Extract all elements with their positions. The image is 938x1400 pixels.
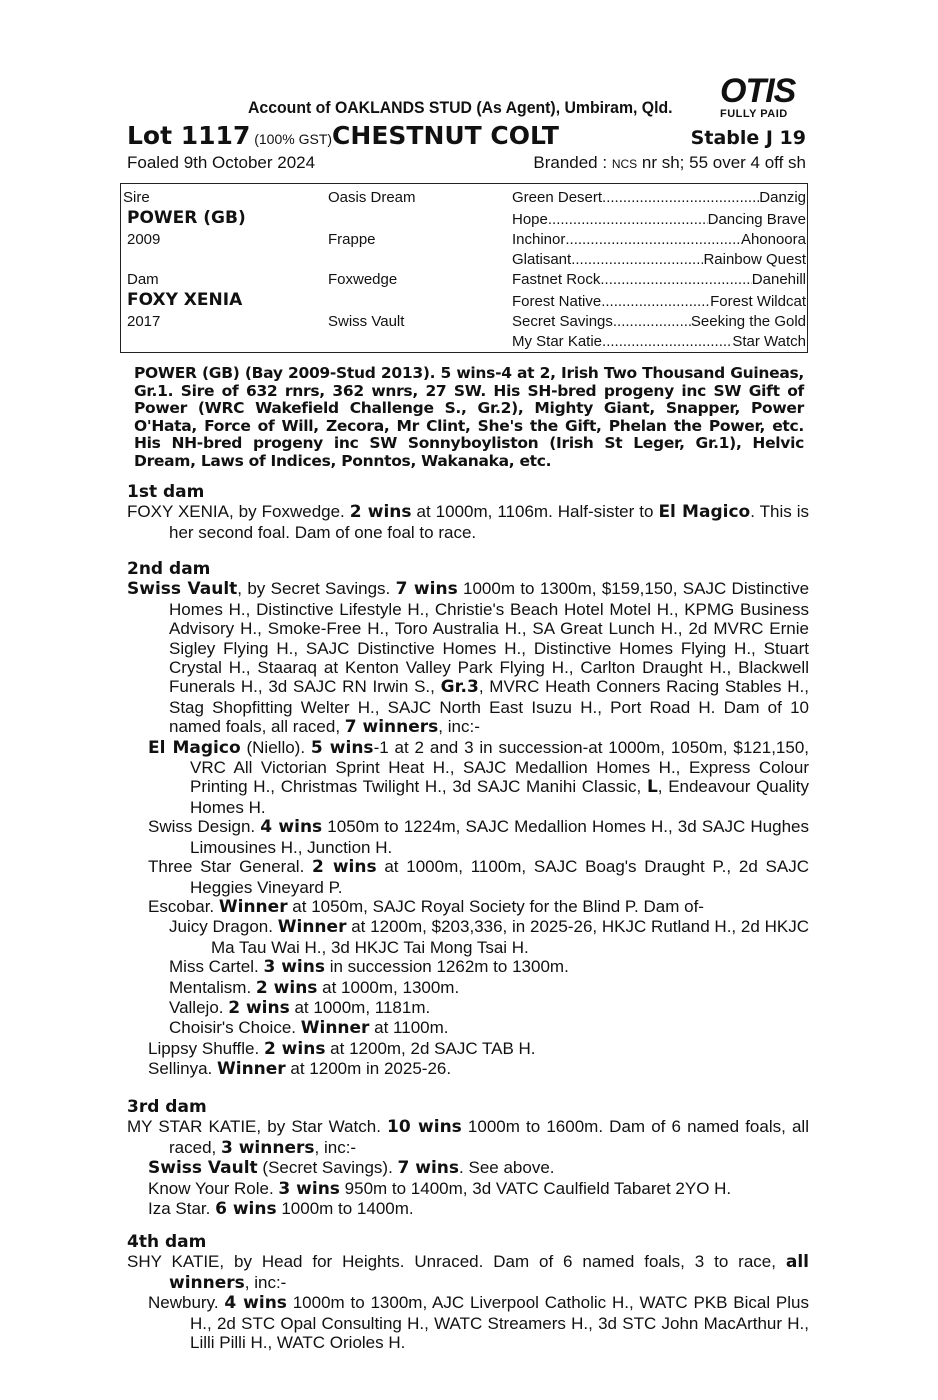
gen3-name: Inchinor bbox=[512, 231, 566, 248]
progeny-entry bbox=[127, 1199, 809, 1219]
text: , MVRC Heath Conners Racing Stables H., Stag Shopfitting Welter H., SAJC North East Isuzu H., Port Road H. Dam of 10 named foals, all raced, bbox=[169, 677, 809, 737]
text: at 1200m, 2d SAJC TAB H. bbox=[325, 1038, 536, 1058]
text: , by Secret Savings. bbox=[237, 579, 396, 599]
pedigree-table bbox=[120, 183, 808, 353]
bold-text: 2 wins bbox=[255, 977, 318, 998]
stable-number: Stable J 19 bbox=[690, 127, 806, 149]
text: , Endeavour Quality Homes H. bbox=[190, 777, 809, 817]
progeny-entry bbox=[127, 817, 809, 857]
second-dam-section bbox=[127, 560, 809, 1080]
text: . See above. bbox=[459, 1158, 555, 1178]
text: Newbury. bbox=[148, 1293, 225, 1313]
section-heading: 2nd dam bbox=[127, 559, 211, 579]
gen3-name: My Star Katie bbox=[512, 333, 603, 350]
dam-entry bbox=[127, 502, 809, 542]
gen3-row bbox=[512, 313, 806, 330]
text: (Niello). bbox=[240, 737, 311, 757]
text: Sellinya. bbox=[148, 1059, 217, 1079]
text: 1000m to 1600m. Dam of 6 named foals, all raced, bbox=[169, 1117, 809, 1157]
text: Lippsy Shuffle. bbox=[148, 1038, 264, 1058]
text: Vallejo. bbox=[169, 997, 229, 1017]
dam-entry bbox=[127, 1252, 809, 1293]
section-heading: 4th dam bbox=[127, 1232, 207, 1252]
dam-entry bbox=[127, 579, 809, 737]
gen3-row bbox=[512, 189, 806, 206]
text: 1000m to 1300m, $159,150, SAJC Distinctive Homes H., Distinctive Lifestyle H., Christie's Beach Hotel Motel H., KPMG Business Advisory H., Smoke-Free H., Toro Australia H., SA Great Lunch H., 2d MVRC Ernie Sigley Flying H., SAJC Distinctive Homes H., Distinctive Homes Flying H., Stuart Crystal H., Staaraq at Kenton Valley Park Flying H., Carlton Draught H., Blackwell Funerals H., 3d SAJC RN Irwin S., bbox=[169, 579, 810, 697]
bold-text: Winner bbox=[277, 917, 347, 938]
bold-text: all winners bbox=[169, 1252, 809, 1293]
grand-progeny-entry bbox=[127, 978, 809, 998]
bold-text: Winner bbox=[218, 896, 288, 917]
gst-note: (100% GST) bbox=[250, 131, 333, 147]
dot-leader bbox=[613, 313, 691, 330]
dot-leader bbox=[601, 293, 710, 310]
text: at 1100m. bbox=[369, 1018, 449, 1038]
gen3-row bbox=[512, 251, 806, 268]
text: at 1000m, 1106m. Half-sister to bbox=[411, 502, 659, 522]
brand-info bbox=[533, 153, 806, 173]
dot-leader bbox=[571, 251, 703, 268]
branded-label: Branded : bbox=[533, 153, 612, 172]
text: 1050m to 1224m, SAJC Medallion Homes H., 3d SAJC Hughes Limousines H., Junction H. bbox=[190, 817, 809, 857]
text: 1000m to 1300m, AJC Liverpool Catholic H., WATC PKB Bical Plus H., 2d STC Opal Consulting H., WATC Streamers H., 3d STC John MacArthur H., Lilli Pilli H., WATC Orioles H. bbox=[190, 1293, 809, 1353]
bold-text: 2 wins bbox=[349, 502, 412, 523]
bold-text: Winner bbox=[216, 1059, 286, 1080]
dot-leader bbox=[602, 333, 732, 350]
dam-entry bbox=[127, 1117, 809, 1158]
brand-mark: NCS bbox=[611, 157, 638, 171]
bold-text: 5 wins bbox=[310, 737, 374, 758]
gen3-row bbox=[512, 271, 806, 288]
gen3-row bbox=[512, 333, 806, 350]
text: Three Star General. bbox=[148, 857, 313, 877]
text: Swiss Design. bbox=[148, 817, 261, 837]
text: (Secret Savings). bbox=[257, 1158, 398, 1178]
gen3-sire: Danzig bbox=[759, 189, 806, 206]
gen3-name: Fastnet Rock bbox=[512, 271, 601, 288]
bold-text: 7 winners bbox=[344, 717, 439, 738]
bold-text: 3 wins bbox=[278, 1178, 340, 1199]
bold-text: El Magico bbox=[658, 502, 751, 523]
bold-text: 3 wins bbox=[263, 957, 325, 978]
fourth-dam-section bbox=[127, 1233, 809, 1352]
text: Choisir's Choice. bbox=[169, 1018, 301, 1038]
gen3-row bbox=[512, 231, 806, 248]
dot-leader bbox=[548, 211, 708, 228]
bold-text: 3 winners bbox=[220, 1137, 315, 1158]
text: FOXY XENIA, by Foxwedge. bbox=[127, 502, 350, 522]
bold-text: 2 wins bbox=[228, 997, 290, 1018]
text: , inc:- bbox=[244, 1272, 287, 1292]
bold-text: Swiss Vault bbox=[127, 579, 238, 600]
text: SHY KATIE, by Head for Heights. Unraced. Dam of 6 named foals, 3 to race, bbox=[127, 1252, 786, 1272]
gen3-name: Forest Native bbox=[512, 293, 602, 310]
dam-sire: Foxwedge bbox=[328, 271, 398, 288]
text: Iza Star. bbox=[148, 1199, 216, 1219]
sex-colour: CHESTNUT COLT bbox=[332, 121, 559, 150]
gen3-name: Hope bbox=[512, 211, 548, 228]
gen3-sire: Danehill bbox=[751, 271, 806, 288]
logo-subtitle: FULLY PAID bbox=[720, 108, 788, 120]
third-dam-section bbox=[127, 1098, 809, 1219]
section-heading: 3rd dam bbox=[127, 1097, 207, 1117]
gen3-row bbox=[512, 293, 806, 310]
dot-leader bbox=[565, 231, 741, 248]
bold-text: 6 wins bbox=[215, 1199, 277, 1220]
dot-leader bbox=[600, 271, 751, 288]
bold-text: Winner bbox=[300, 1018, 370, 1039]
first-dam-section bbox=[127, 483, 809, 542]
sire-label: Sire bbox=[123, 189, 150, 206]
dot-leader bbox=[602, 189, 759, 206]
sire-year: 2009 bbox=[127, 231, 161, 248]
gen3-name: Green Desert bbox=[512, 189, 603, 206]
gen3-sire: Ahonoora bbox=[740, 231, 806, 248]
progeny-entry bbox=[127, 1293, 809, 1352]
text: 950m to 1400m, 3d VATC Caulfield Tabaret 2YO H. bbox=[339, 1178, 732, 1198]
grand-progeny-entry bbox=[127, 957, 809, 977]
bold-text: 10 wins bbox=[387, 1117, 462, 1138]
text: at 1000m, 1181m. bbox=[289, 997, 431, 1017]
text: Escobar. bbox=[148, 896, 219, 916]
branded-detail: nr sh; 55 over 4 off sh bbox=[637, 153, 806, 172]
logo-mark: OTIS bbox=[720, 72, 796, 110]
progeny-entry bbox=[127, 897, 809, 917]
foaled-date: Foaled 9th October 2024 bbox=[127, 153, 316, 172]
otis-logo bbox=[720, 74, 806, 120]
text: at 1200m, $203,336, in 2025-26, HKJC Rutland H., 2d HKJC Ma Tau Wai H., 3d HKJC Tai Mong Tsai H. bbox=[211, 917, 809, 957]
sire-bio: POWER (GB) (Bay 2009-Stud 2013). 5 wins-4 at 2, Irish Two Thousand Guineas, Gr.1. Sire of 632 rnrs, 362 wnrs, 27 SW. His SH-bred progeny inc SW Gift of Power (WRC Wakefield Challenge S., Gr.2), Mighty Giant, Snapper, Power O'Hata, Force of Will, Zecora, Mr Clint, She's the Gift, Phelan the Power, etc. His NH-bred progeny inc SW Sonnyboyliston (Irish St Leger, Gr.1), Helvic Dream, Laws of Indices, Ponntos, Wakanaka, etc. bbox=[134, 364, 804, 470]
bold-text: 4 wins bbox=[260, 817, 323, 838]
text: -1 at 2 and 3 in succession-at 1000m, 1050m, $121,150, VRC All Victorian Sprint Heat H., SAJC Medallion Homes H., Express Colour Printing H., Christmas Twilight H., 3d SAJC Manihi Classic, bbox=[190, 737, 810, 797]
text: Juicy Dragon. bbox=[169, 917, 278, 937]
text: Miss Cartel. bbox=[169, 957, 264, 977]
text: at 1000m, 1300m. bbox=[317, 977, 460, 997]
grand-progeny-entry bbox=[127, 1018, 809, 1038]
vendor-account: Account of OAKLANDS STUD (As Agent), Umbiram, Qld. bbox=[248, 98, 673, 117]
progeny-entry bbox=[127, 1158, 809, 1178]
bold-text: 7 wins bbox=[397, 1158, 460, 1179]
text: 1000m to 1400m. bbox=[276, 1199, 414, 1219]
text: Know Your Role. bbox=[148, 1178, 279, 1198]
bold-text: 4 wins bbox=[224, 1293, 287, 1314]
text: at 1200m in 2025-26. bbox=[285, 1059, 452, 1079]
text: in succession 1262m to 1300m. bbox=[324, 957, 569, 977]
section-heading: 1st dam bbox=[127, 482, 205, 502]
bold-text: Gr.3 bbox=[440, 677, 479, 698]
dam-name: FOXY XENIA bbox=[127, 290, 243, 310]
gen3-sire: Dancing Brave bbox=[707, 211, 806, 228]
progeny-entry bbox=[127, 1179, 809, 1199]
text: at 1050m, SAJC Royal Society for the Blind P. Dam of- bbox=[287, 896, 704, 916]
bold-text: 2 wins bbox=[263, 1038, 326, 1059]
sire-name: POWER (GB) bbox=[127, 208, 246, 228]
grand-progeny-entry bbox=[127, 998, 809, 1018]
progeny-entry bbox=[127, 857, 809, 897]
bold-text: L bbox=[646, 777, 658, 798]
text: . This is her second foal. Dam of one foal to race. bbox=[169, 502, 809, 542]
text: Mentalism. bbox=[169, 977, 256, 997]
bold-text: El Magico bbox=[148, 737, 241, 758]
text: MY STAR KATIE, by Star Watch. bbox=[127, 1117, 388, 1137]
gen3-sire: Rainbow Quest bbox=[703, 251, 806, 268]
progeny-entry bbox=[127, 738, 809, 818]
gen3-sire: Forest Wildcat bbox=[710, 293, 806, 310]
gen3-name: Glatisant bbox=[512, 251, 572, 268]
gen3-row bbox=[512, 211, 806, 228]
gen3-sire: Seeking the Gold bbox=[690, 313, 806, 330]
sire-dam: Frappe bbox=[328, 231, 376, 248]
progeny-entry bbox=[127, 1039, 809, 1059]
text: , inc:- bbox=[438, 717, 480, 737]
text: at 1000m, 1100m, SAJC Boag's Draught P., 2d SAJC Heggies Vineyard P. bbox=[190, 857, 809, 897]
grand-progeny-entry bbox=[127, 917, 809, 957]
gen3-name: Secret Savings bbox=[512, 313, 613, 330]
text: , inc:- bbox=[314, 1137, 357, 1157]
lot-line bbox=[127, 121, 559, 150]
sire-sire: Oasis Dream bbox=[328, 189, 416, 206]
bold-text: 2 wins bbox=[312, 857, 377, 878]
dam-dam: Swiss Vault bbox=[328, 313, 405, 330]
bold-text: Swiss Vault bbox=[148, 1158, 258, 1179]
bold-text: 7 wins bbox=[395, 579, 458, 600]
lot-number: Lot 1117 bbox=[127, 121, 251, 150]
progeny-entry bbox=[127, 1059, 809, 1079]
dam-label: Dam bbox=[127, 271, 159, 288]
gen3-sire: Star Watch bbox=[732, 333, 806, 350]
dam-year: 2017 bbox=[127, 313, 161, 330]
